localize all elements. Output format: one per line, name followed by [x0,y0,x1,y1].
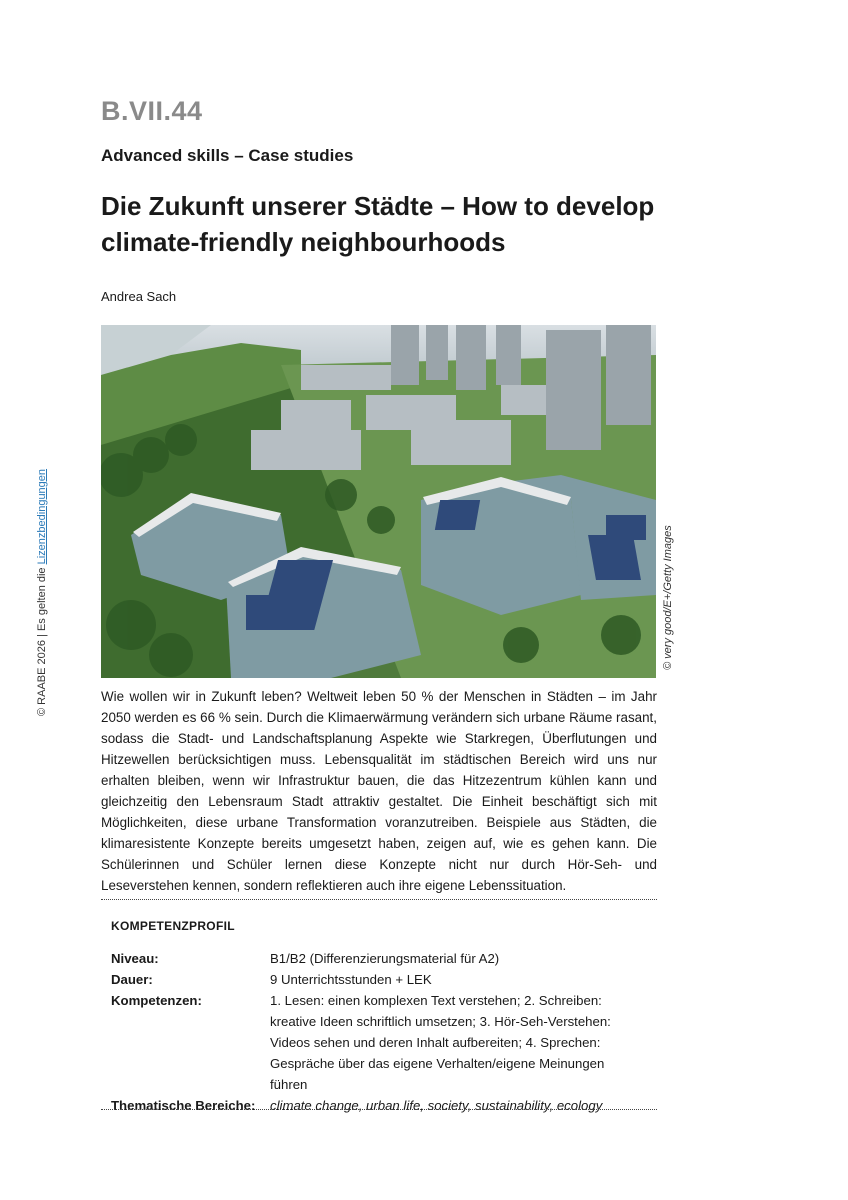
copyright-text: © RAABE 2026 | Es gelten die [36,564,48,716]
photo-credit: © very good/E+/Getty Images [662,525,674,670]
section-label: Advanced skills – Case studies [101,146,354,165]
profile-label: Thematische Bereiche: [111,1098,256,1113]
profile-row-duration [111,969,651,990]
profile-label: Kompetenzen: [111,993,202,1008]
profile-label: Niveau: [111,951,159,966]
profile-row-topics [111,1095,651,1116]
divider-bottom [101,1109,657,1110]
profile-row-level [111,948,651,969]
photo-illustration [101,325,656,678]
profile-label: Dauer: [111,972,153,987]
city-aerial-photo [101,325,656,678]
intro-paragraph: Wie wollen wir in Zukunft leben? Weltweit leben 50 % der Menschen in Städten – im Jahr 2050 werden es 66 % sein. Durch die Klimaerwärmung verändern sich urbane Räume rasant, sodass die Stadt- und Landschaftsplanung Aspekte wie Starkregen, Überflutungen und Hitzewellen berücksichtigen muss. Lebensqualität im städtischen Bereich wird uns nur erhalten bleiben, wenn wir Infrastruktur bauen, die das Hitzezentrum kühlen kann und gleichzeitig den Lebensraum Stadt attraktiv gestaltet. Die Einheit beschäftigt sich mit Möglichkeiten, diese urbane Transformation voranzutreiben. Beispiele aus Städten, die klimaresistente Konzepte bereits umgesetzt haben, zeigen auf, wie es gehen kann. Die Schülerinnen und Schüler lernen diese Konzepte nicht nur durch Hör-Seh- und Leseverstehen kennen, sondern reflektieren auch ihre eigene Lebenssituation. [101,689,657,893]
profile-title: KOMPETENZPROFIL [111,919,235,933]
profile-value: 9 Unterrichtsstunden + LEK [270,972,432,987]
unit-code: B.VII.44 [101,96,203,126]
profile-value: 1. Lesen: einen komplexen Text verstehen; 2. Schreiben: kreative Ideen schriftlich umsetzen; 3. Hör-Seh-Verstehen: Videos sehen und deren Inhalt aufbereiten; 4. Sprechen: Gespräche über das eigene Verhalten/eigene Meinungen führen [270,993,611,1092]
profile-value: climate change, urban life, society, sustainability, ecology [270,1098,603,1113]
side-copyright [36,469,48,716]
competence-profile [111,948,651,1116]
author: Andrea Sach [101,289,177,304]
profile-row-competences [111,990,651,1095]
page-title: Die Zukunft unserer Städte – How to develop climate-friendly neighbourhoods [101,191,655,257]
license-link[interactable]: Lizenzbedingungen [36,468,48,565]
divider-top [101,899,657,900]
profile-value: B1/B2 (Differenzierungsmaterial für A2) [270,951,500,966]
